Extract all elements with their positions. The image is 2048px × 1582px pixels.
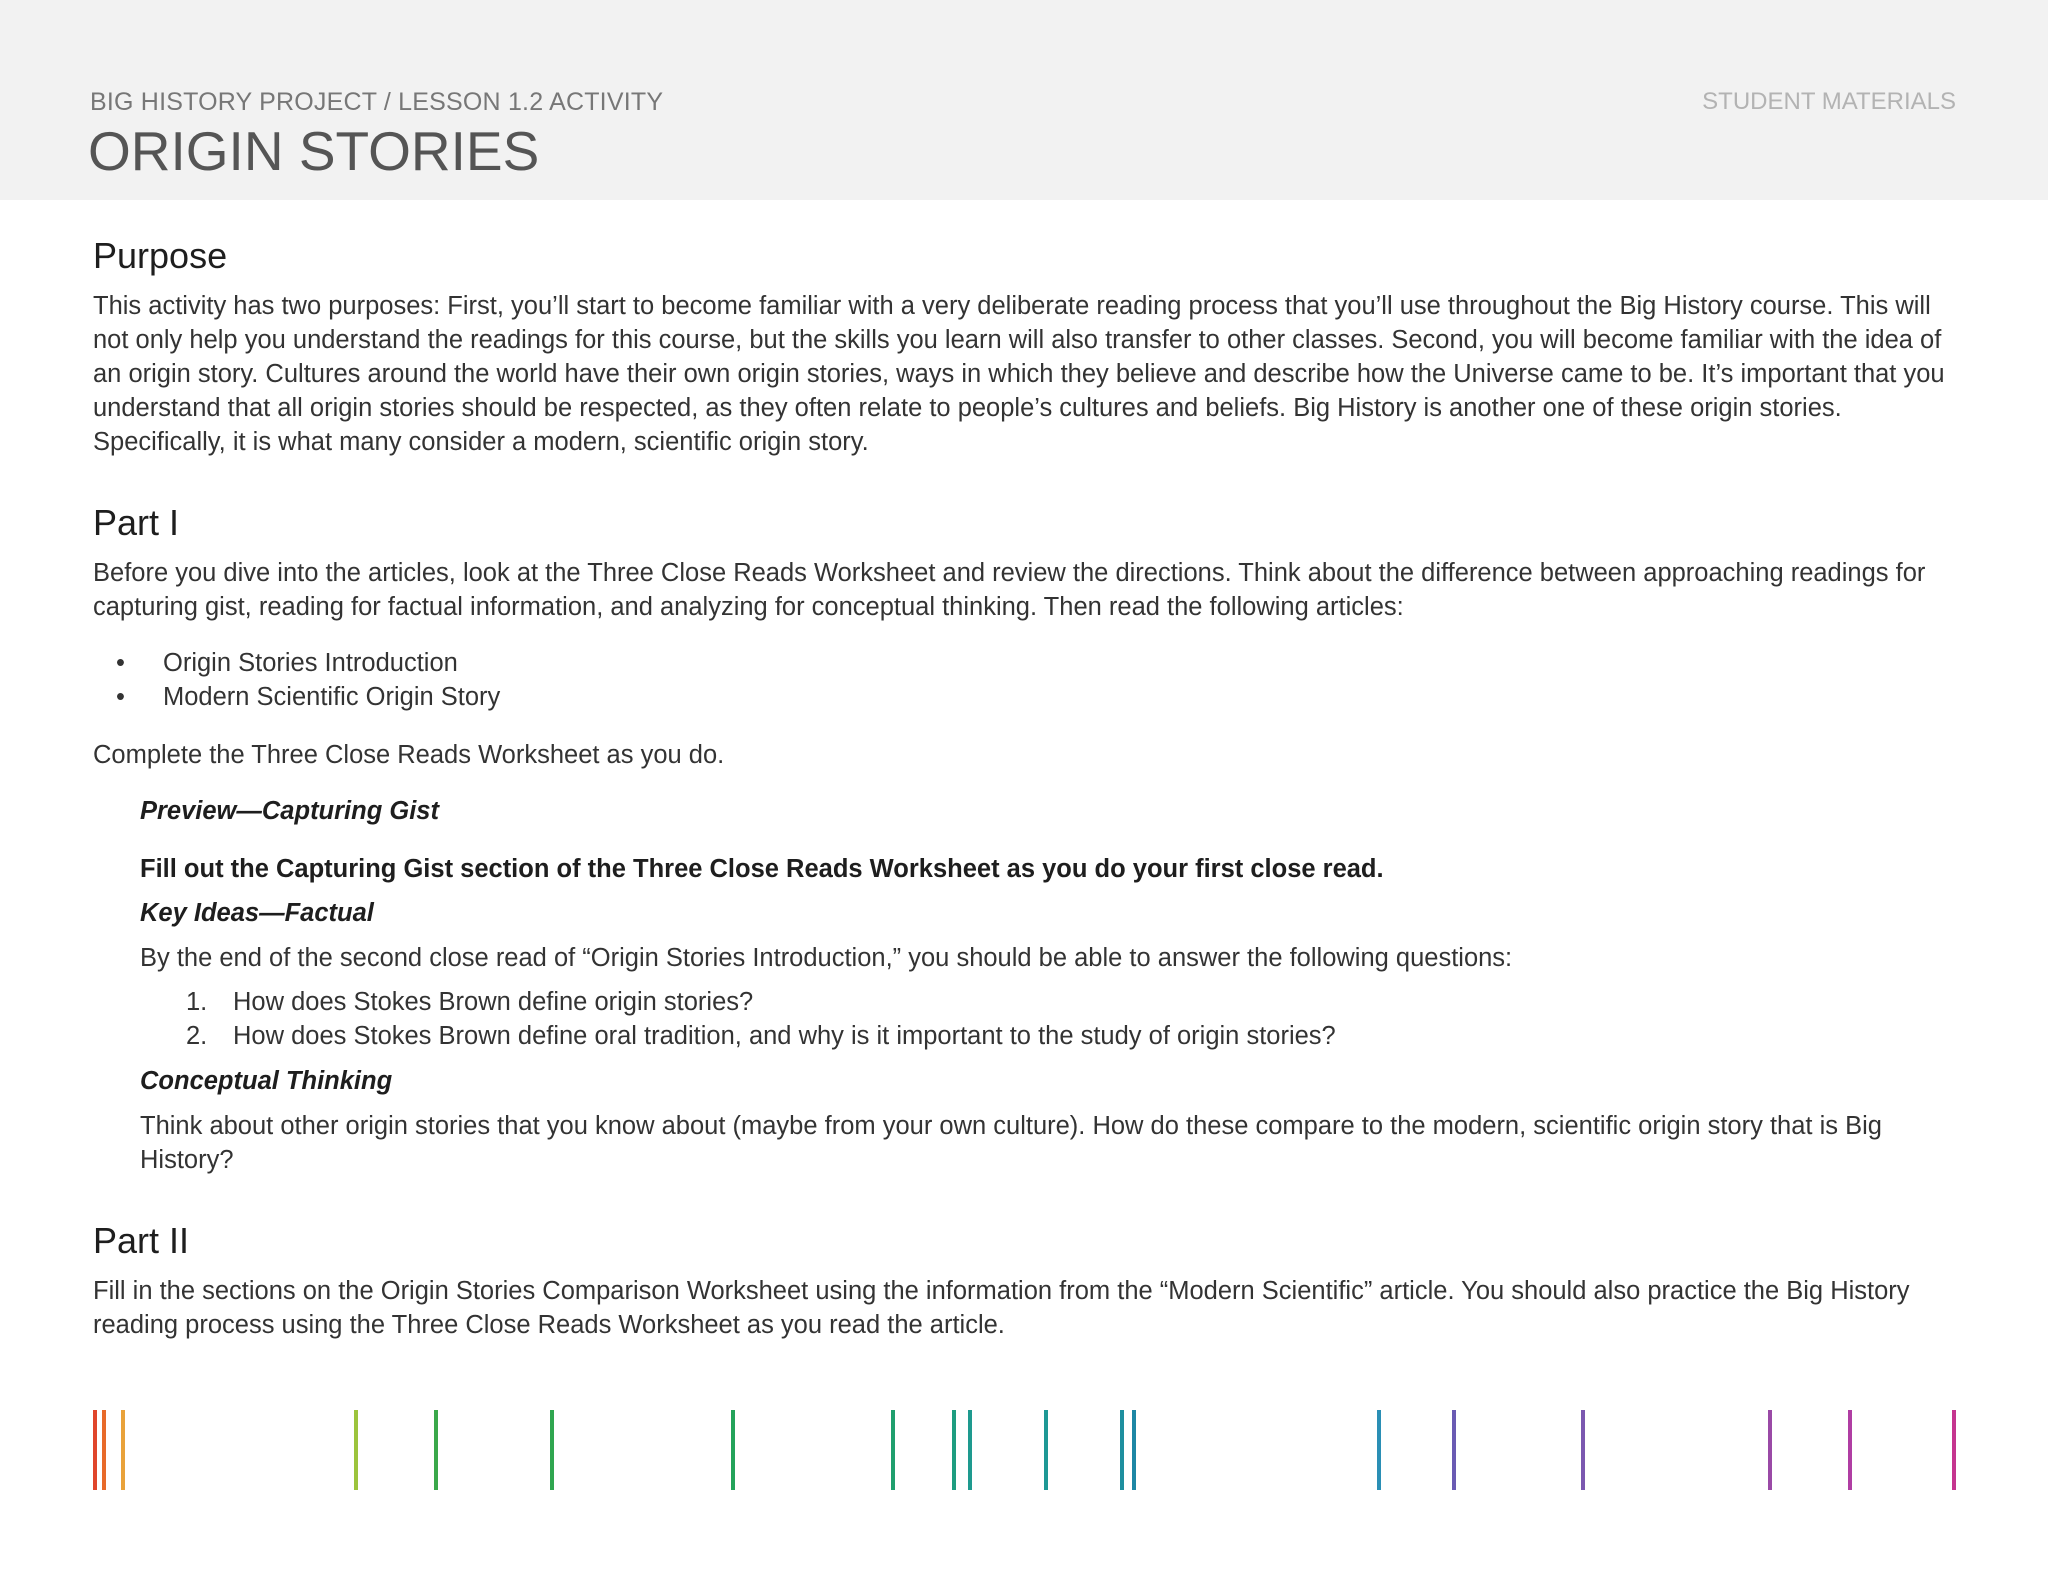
article-title: Origin Stories Introduction (163, 649, 458, 677)
timeline-tick (1452, 1410, 1456, 1490)
question-number: 1. (186, 988, 208, 1016)
question-text: How does Stokes Brown define origin stories? (233, 988, 754, 1016)
close-reads-section (140, 794, 1958, 975)
article-list (93, 646, 1958, 714)
student-materials-label: STUDENT MATERIALS (1702, 88, 1956, 115)
timeline-tick (731, 1410, 735, 1490)
preview-heading: Preview—Capturing Gist (140, 797, 439, 825)
purpose-heading: Purpose (93, 235, 228, 276)
timeline-tick (1044, 1410, 1048, 1490)
conceptual-section (140, 1064, 1958, 1177)
timeline-tick (121, 1410, 125, 1490)
timeline-tick (952, 1410, 956, 1490)
timeline-tick (550, 1410, 554, 1490)
timeline-tick (1768, 1410, 1772, 1490)
timeline-tick (1848, 1410, 1852, 1490)
purpose-paragraph: This activity has two purposes: First, you’ll start to become familiar with a very deliberate reading process that you’ll use throughout the Big History course. This will not only help you understand the readings for this course, but the skills you learn will also transfer to other classes. Second, you will become familiar with the idea of an origin story. Cultures around the world have their own origin stories, ways in which they believe and describe how the Universe came to be. It’s important that you understand that all origin stories should be respected, as they often relate to people’s cultures and beliefs. Big History is another one of these origin stories. Specifically, it is what many consider a modern, scientific origin story. (93, 292, 1945, 456)
timeline-tick (1120, 1410, 1124, 1490)
question-list (93, 985, 1958, 1053)
part1-intro: Before you dive into the articles, look at the Three Close Reads Worksheet and review the directions. Think about the difference between approaching readings for capturing gist, reading for factual information, and analyzing for conceptual thinking. Then read the following articles: (93, 559, 1926, 621)
list-item (93, 985, 1958, 1019)
conceptual-paragraph: Think about other origin stories that you know about (maybe from your own culture). How do these compare to the modern, scientific origin story that is Big History? (140, 1112, 1882, 1174)
timeline-tick (354, 1410, 358, 1490)
timeline-tick (102, 1410, 106, 1490)
question-text: How does Stokes Brown define oral tradition, and why is it important to the study of origin stories? (233, 1022, 1336, 1050)
page-title: ORIGIN STORIES (88, 120, 540, 182)
conceptual-heading: Conceptual Thinking (140, 1067, 393, 1095)
timeline-tick (1952, 1410, 1956, 1490)
timeline-tick (1132, 1410, 1136, 1490)
article-title: Modern Scientific Origin Story (163, 683, 501, 711)
header-band (0, 0, 2048, 200)
bullet-icon: • (116, 649, 125, 677)
part2-paragraph: Fill in the sections on the Origin Stories Comparison Worksheet using the information from the “Modern Scientific” article. You should also practice the Big History reading process using the Three Close Reads Worksheet as you read the article. (93, 1277, 1910, 1339)
list-item (93, 1019, 1958, 1053)
timeline-decoration (0, 1410, 2048, 1490)
timeline-tick (1581, 1410, 1585, 1490)
part2-heading: Part II (93, 1220, 190, 1261)
list-item (93, 646, 1958, 680)
key-ideas-intro: By the end of the second close read of “Origin Stories Introduction,” you should be able to answer the following questions: (140, 944, 1513, 972)
preview-instruction: Fill out the Capturing Gist section of the Three Close Reads Worksheet as you do your first close read. (140, 855, 1384, 883)
timeline-tick (93, 1410, 97, 1490)
question-number: 2. (186, 1022, 208, 1050)
list-item (93, 680, 1958, 714)
document-body (93, 232, 1958, 1342)
timeline-tick (434, 1410, 438, 1490)
lesson-kicker: BIG HISTORY PROJECT / LESSON 1.2 ACTIVITY (90, 88, 664, 116)
key-ideas-heading: Key Ideas—Factual (140, 899, 374, 927)
part1-heading: Part I (93, 502, 180, 543)
complete-instruction: Complete the Three Close Reads Worksheet as you do. (93, 741, 725, 769)
timeline-tick (891, 1410, 895, 1490)
timeline-tick (968, 1410, 972, 1490)
bullet-icon: • (116, 683, 125, 711)
timeline-tick (1377, 1410, 1381, 1490)
